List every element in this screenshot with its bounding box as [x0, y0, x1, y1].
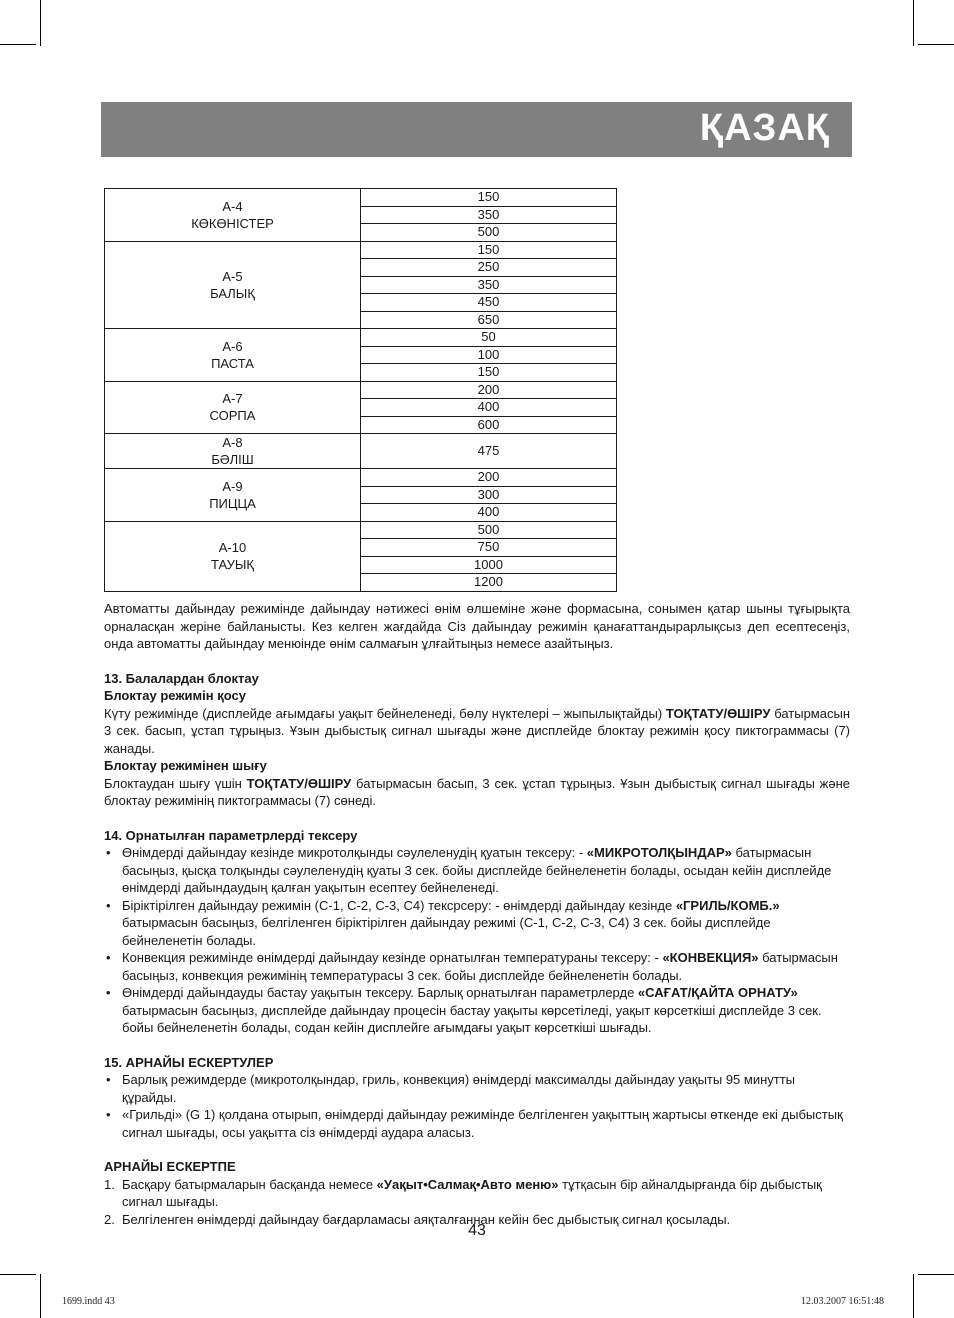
program-name: БӘЛІШ [211, 452, 254, 467]
table-row [105, 469, 617, 487]
program-name: СОРПА [209, 408, 256, 424]
page-number: 43 [468, 1222, 486, 1239]
crop-mark [918, 44, 954, 45]
section-15-list [104, 1071, 850, 1141]
crop-mark [0, 1274, 36, 1275]
page-content [104, 600, 850, 1228]
table-row [105, 329, 617, 347]
section-13-title: 13. Балалардан блоктау [104, 670, 259, 686]
auto-menu-weight-table [104, 188, 617, 592]
program-code: А-10 [218, 540, 247, 555]
section-14-title: 14. Орнатылған параметрлерді тексеру [104, 827, 358, 843]
table-row [105, 381, 617, 399]
program-name: ПАСТА [211, 355, 254, 371]
slug-file: 1699.indd 43 [62, 1296, 115, 1307]
weight-cell: 350 [361, 276, 617, 294]
program-cell [105, 381, 361, 434]
table-row [105, 434, 617, 469]
weight-cell: 150 [361, 364, 617, 382]
program-name: ПИЦЦА [209, 495, 256, 511]
section-13-sub2: Блоктау режимінен шығу [104, 758, 267, 773]
list-item: • Барлық режимдерде (микротолқындар, гриль, конвекция) өнімдерді максималды дайындау уақыты 95 минутты құрайды. [104, 1071, 850, 1106]
weight-cell: 500 [361, 521, 617, 539]
weight-cell: 50 [361, 329, 617, 347]
weight-cell: 450 [361, 294, 617, 312]
program-cell [105, 521, 361, 591]
weight-cell: 400 [361, 504, 617, 522]
language-title: ҚАЗАҚ [699, 107, 830, 149]
crop-mark [40, 0, 41, 46]
list-item: • «Грильді» (G 1) қолдана отырып, өнімдерді дайындау режимінде белгіленген уақыттың жартысы өткенде екі дыбыстық сигнал шығады, осы уақытта сіз өнімдерді аудара аласыз. [104, 1106, 850, 1141]
weight-cell: 1200 [361, 574, 617, 592]
program-cell [105, 189, 361, 242]
weight-cell: 150 [361, 241, 617, 259]
table-row [105, 189, 617, 207]
weight-cell: 200 [361, 381, 617, 399]
program-cell [105, 241, 361, 329]
note-list [104, 1176, 850, 1229]
program-code: А-7 [222, 391, 243, 407]
weight-cell: 650 [361, 311, 617, 329]
program-name: БАЛЫҚ [210, 285, 255, 301]
weight-cell: 500 [361, 224, 617, 242]
list-item: 2. Белгіленген өнімдерді дайындау бағдарламасы аяқталғаннан кейін бес дыбыстық сигнал қосылады. [104, 1211, 731, 1227]
weight-cell: 250 [361, 259, 617, 277]
section-13-para1: Күту режимінде (дисплейде ағымдағы уақыт бейнеленеді, бөлу нүктелері – жыпылықтайды) ТОҚТАТУ/ӨШІРУ батырмасын 3 сек. басып, ұстап тұрыңыз. Ұзын дыбыстық сигнал шығады және дисплейде блоктау режимін қосу пиктограммасы (7) жанады. [104, 705, 850, 756]
slug-date: 12.03.2007 16:51:48 [800, 1296, 884, 1307]
language-header [101, 102, 852, 157]
section-13-sub1: Блоктау режимін қосу [104, 688, 246, 703]
weight-cell: 100 [361, 346, 617, 364]
weight-cell: 600 [361, 416, 617, 434]
weight-cell: 400 [361, 399, 617, 417]
program-cell [105, 329, 361, 382]
table-row [105, 241, 617, 259]
weight-cell: 150 [361, 189, 617, 207]
crop-mark [913, 1274, 914, 1318]
program-code: А-9 [222, 478, 243, 494]
crop-mark [918, 1274, 954, 1275]
section-14-list [104, 844, 850, 1037]
program-name: ТАУЫҚ [211, 557, 254, 572]
intro-paragraph: Автоматты дайындау режимінде дайындау нәтижесі өнім өлшеміне және формасына, сонымен қатар шыны тұғырықта орналасқан жеріне байланысты. Кез келген жағдайда Сіз дайындау режимін қанағаттандырарлықсыз деп есептесеңіз, онда автоматты дайындау менюінде өнім салмағын ұлғайтыңыз немесе азайтыңыз. [104, 601, 850, 651]
list-item: 1. Басқару батырмаларын басқанда немесе «Уақыт•Салмақ•Авто меню» тұтқасын бір айналдырғанда бір дыбыстық сигнал шығады. [104, 1176, 822, 1209]
list-item: • Біріктірілген дайындау режимін (С-1, С-2, С-3, С4) тексрсеру: - өнімдерді дайындау кезінде «ГРИЛЬ/КОМБ.» батырмасын басыңыз, белгіленген біріктірілген дайындау режимі (С-1, С-2, С-3, С4) 3 сек. бойы дисплейде бейнеленетін болады. [104, 897, 850, 950]
program-name: КӨКӨНІСТЕР [191, 215, 274, 231]
table-row [105, 521, 617, 539]
program-code: А-5 [222, 268, 243, 284]
note-title: АРНАЙЫ ЕСКЕРТПЕ [104, 1159, 236, 1174]
weight-cell: 475 [361, 434, 617, 469]
program-code: А-6 [222, 338, 243, 354]
crop-mark [0, 44, 36, 45]
list-item: • Өнімдерді дайындауды бастау уақытын тексеру. Барлық орнатылған параметрлерде «САҒАТ/ҚАЙТА ОРНАТУ» батырмасын басыңыз, дисплейде дайындау процесін бастау уақыты көрсетіледі, уақыт көрсеткіші дисплейде 3 сек. бойы бейнеленетін болады, содан кейін дисплейге ағымдағы уақыт көрсеткіші шығады. [104, 984, 850, 1037]
program-code: А-4 [222, 198, 243, 214]
section-15-title: 15. АРНАЙЫ ЕСКЕРТУЛЕР [104, 1054, 274, 1070]
crop-mark [913, 0, 914, 46]
weight-cell: 300 [361, 486, 617, 504]
weight-cell: 1000 [361, 556, 617, 574]
crop-mark [40, 1274, 41, 1318]
weight-cell: 750 [361, 539, 617, 557]
program-code: А-8 [222, 435, 243, 450]
weight-cell: 350 [361, 206, 617, 224]
weight-cell: 200 [361, 469, 617, 487]
list-item: • Өнімдерді дайындау кезінде микротолқынды сәулеленудің қуатын тексеру: - «МИКРОТОЛҚЫНДАР» батырмасын басыңыз, қысқа толқынды сәулеленудің қуаты 3 сек. бойы дисплейде бейнеленетін болады, осыдан кейін дисплейде өнімдерді дайындаудың қалған уақытын есептеу бейнеленеді. [104, 844, 850, 897]
section-13-para2: Блоктаудан шығу үшін ТОҚТАТУ/ӨШІРУ батырмасын басып, 3 сек. ұстап тұрыңыз. Ұзын дыбыстық сигнал шығады және блоктау режимінің пиктограммасы (7) сөнеді. [104, 775, 850, 808]
program-cell [105, 434, 361, 469]
list-item: • Конвекция режимінде өнімдерді дайындау кезінде орнатылған температураны тексеру: - «КОНВЕКЦИЯ» батырмасын басыңыз, конвекция режимінің температурасы 3 сек. бойы дисплейде бейнеленетін болады. [104, 949, 850, 984]
program-cell [105, 469, 361, 522]
